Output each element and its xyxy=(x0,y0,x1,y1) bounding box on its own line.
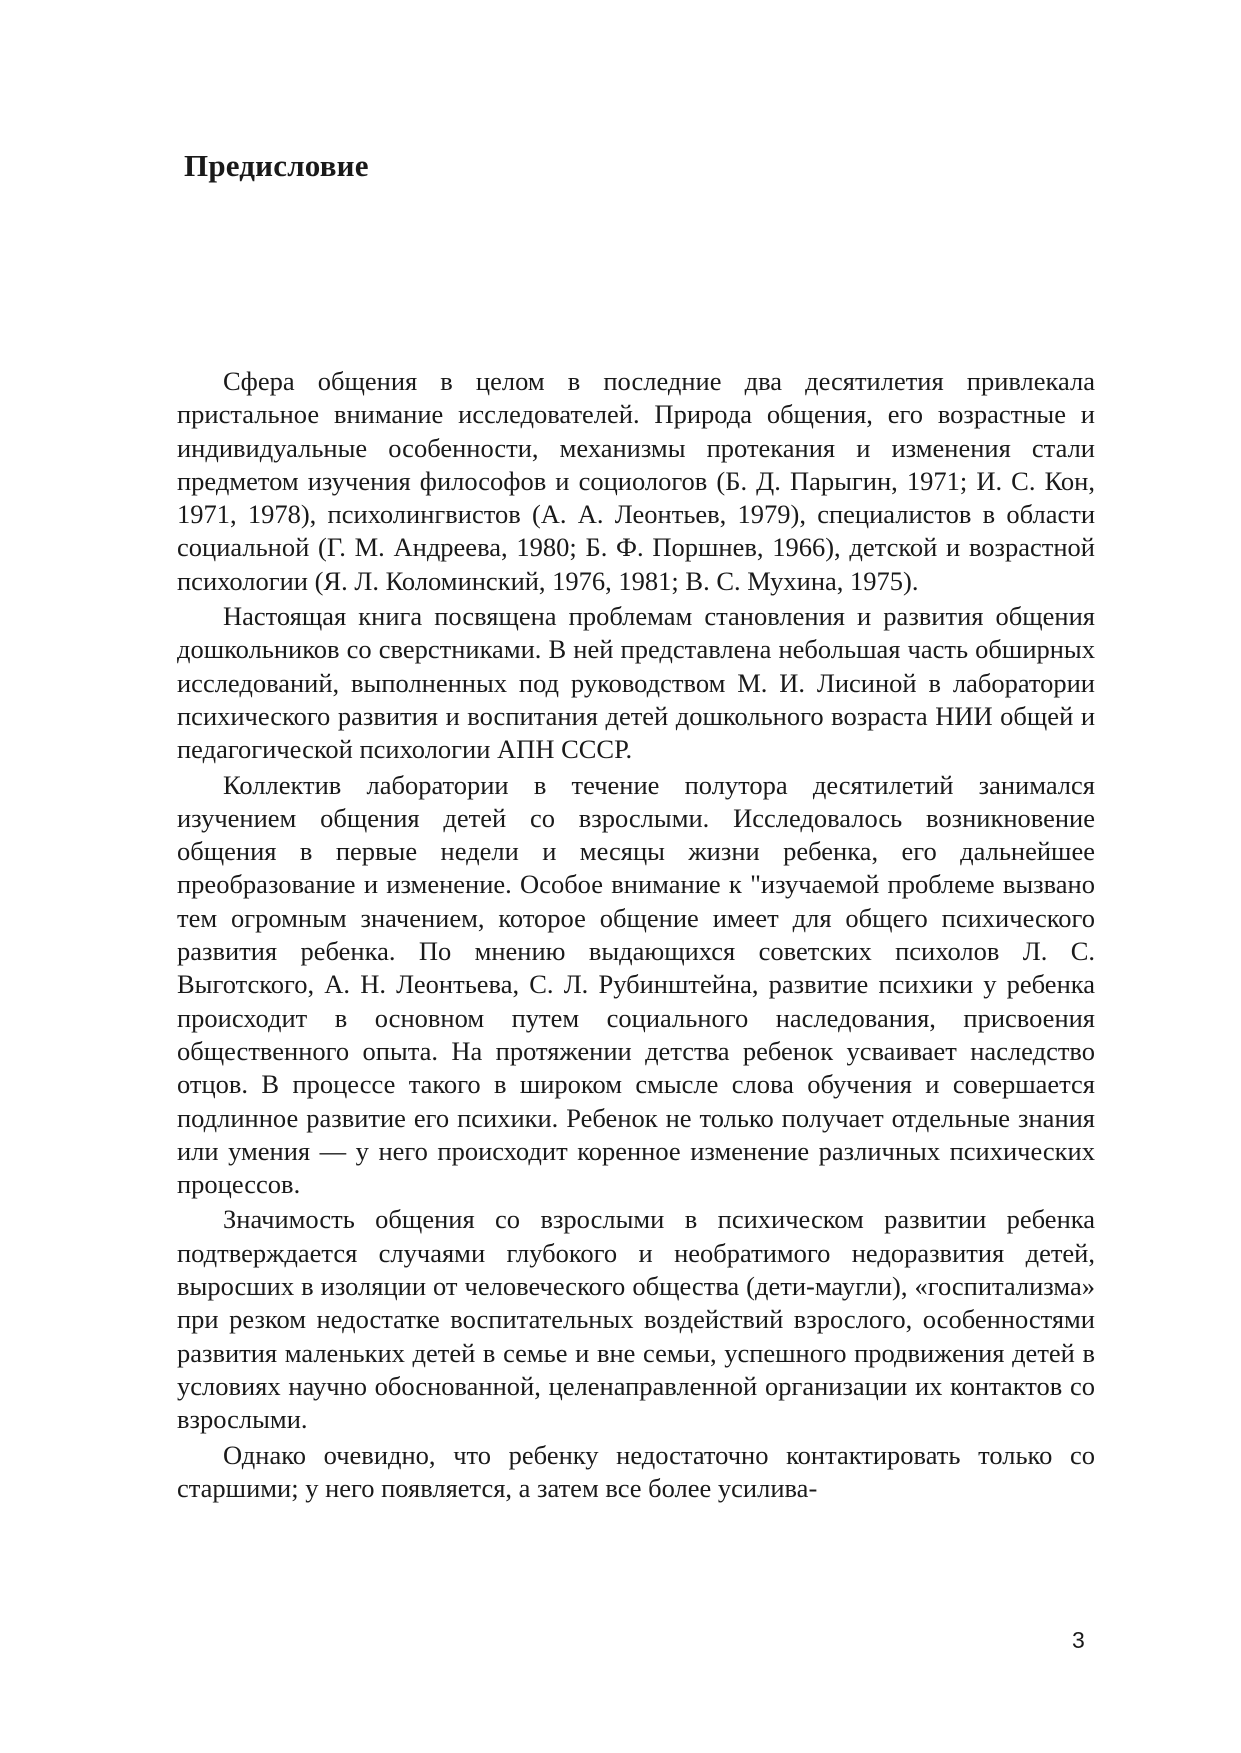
page-number: 3 xyxy=(1072,1627,1085,1653)
paragraph-2: Настоящая книга посвящена проблемам становления и развития общения дошкольников со сверстниками. В ней представлена небольшая часть обширных исследований, выполненных под руководством М. И. Лисиной в лаборатории психического развития и воспитания детей дошкольного возраста НИИ общей и педагогической психологии АПН СССР. xyxy=(177,601,1095,765)
paragraph-5: Однако очевидно, что ребенку недостаточно контактировать только со старшими; у него появляется, а затем все более усилива- xyxy=(177,1439,1095,1503)
paragraph-1: Сфера общения в целом в последние два десятилетия привлекала пристальное внимание исследователей. Природа общения, его возрастные и индивидуальные особенности, механизмы протекания и изменения стали предметом изучения философов и социологов (Б. Д. Парыгин, 1971; И. С. Кон, 1971, 1978), психолингвистов (А. А. Леонтьев, 1979), специалистов в области социальной (Г. М. Андреева, 1980; Б. Ф. Поршнев, 1966), детской и возрастной психологии (Я. Л. Коломинский, 1976, 1981; В. С. Мухина, 1975). xyxy=(177,366,1095,596)
page-title: Предисловие xyxy=(184,148,369,183)
body-text xyxy=(177,365,1095,1507)
paragraph-3: Коллектив лаборатории в течение полутора десятилетий занимался изучением общения детей со взрослыми. Исследовалось возникновение общения в первые недели и месяцы жизни ребенка, его дальнейшее преобразование и изменение. Особое внимание к "изучаемой проблеме вызвано тем огромным значением, которое общение имеет для общего психического развития ребенка. По мнению выдающихся советских психолов Л. С. Выготского, А. Н. Леонтьева, С. Л. Рубинштейна, развитие психики у ребенка происходит в основном путем социального наследования, присвоения общественного опыта. На протяжении детства ребенок усваивает наследство отцов. В процессе такого в широком смысле слова обучения и совершается подлинное развитие его психики. Ребенок не только получает отдельные знания или умения — у него происходит коренное изменение различных психических процессов. xyxy=(177,769,1095,1200)
paragraph-4: Значимость общения со взрослыми в психическом развитии ребенка подтверждается случаями глубокого и необратимого недоразвития детей, выросших в изоляции от человеческого общества (дети-маугли), «госпитализма» при резком недостатке воспитательных воздействий взрослого, особенностями развития маленьких детей в семье и вне семьи, успешного продвижения детей в условиях научно обоснованной, целенаправленной организации их контактов со взрослыми. xyxy=(177,1204,1095,1435)
